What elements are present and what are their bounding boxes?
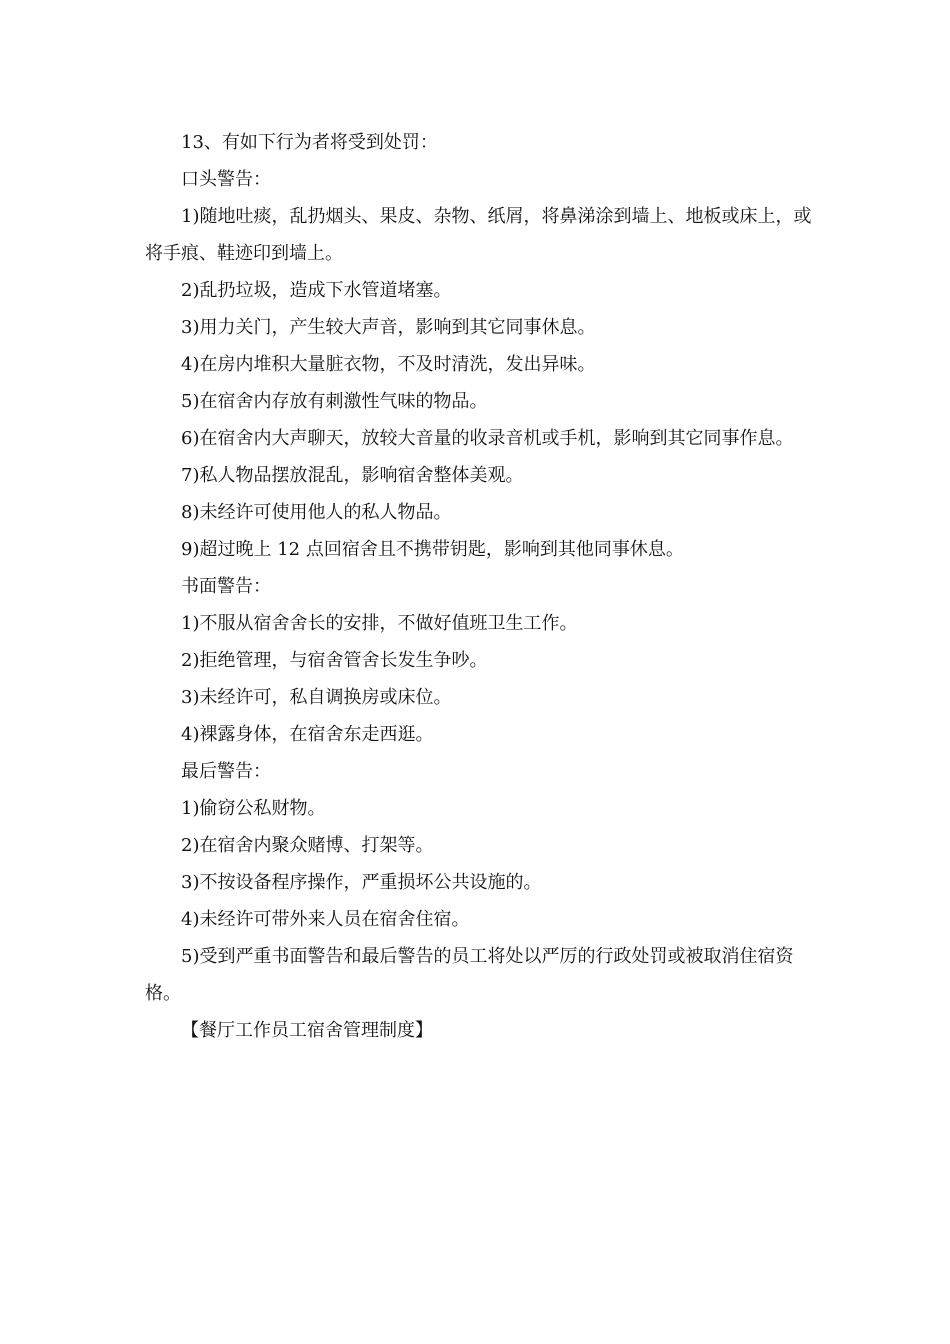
verbal-warning-item-6: 6)在宿舍内大声聊天，放较大音量的收录音机或手机，影响到其它同事作息。 — [181, 428, 794, 449]
final-warning-item-5: 5)受到严重书面警告和最后警告的员工将处以严厉的行政处罚或被取消住宿资格。 — [145, 946, 794, 1004]
final-warning-item-4: 4)未经许可带外来人员在宿舍住宿。 — [181, 909, 470, 930]
verbal-warning-item-2: 2)乱扔垃圾，造成下水管道堵塞。 — [181, 280, 452, 301]
document-body — [145, 124, 813, 1049]
next-section-title: 【餐厅工作员工宿舍管理制度】 — [181, 1020, 433, 1041]
section-heading-penalties: 13、有如下行为者将受到处罚： — [181, 132, 438, 153]
verbal-warning-item-5: 5)在宿舍内存放有刺激性气味的物品。 — [181, 391, 488, 412]
verbal-warning-item-7: 7)私人物品摆放混乱，影响宿舍整体美观。 — [181, 465, 524, 486]
subheading-final-warning: 最后警告： — [181, 761, 271, 782]
written-warning-item-2: 2)拒绝管理，与宿舍管舍长发生争吵。 — [181, 650, 488, 671]
final-warning-item-3: 3)不按设备程序操作，严重损坏公共设施的。 — [181, 872, 542, 893]
subheading-written-warning: 书面警告： — [181, 576, 271, 597]
verbal-warning-item-8: 8)未经许可使用他人的私人物品。 — [181, 502, 452, 523]
verbal-warning-item-9: 9)超过晚上 12 点回宿舍且不携带钥匙，影响到其他同事休息。 — [181, 539, 684, 560]
final-warning-item-2: 2)在宿舍内聚众赌博、打架等。 — [181, 835, 434, 856]
written-warning-item-1: 1)不服从宿舍舍长的安排，不做好值班卫生工作。 — [181, 613, 578, 634]
verbal-warning-item-4: 4)在房内堆积大量脏衣物，不及时清洗，发出异味。 — [181, 354, 596, 375]
written-warning-item-4: 4)裸露身体，在宿舍东走西逛。 — [181, 724, 434, 745]
final-warning-item-1: 1)偷窃公私财物。 — [181, 798, 326, 819]
verbal-warning-item-3: 3)用力关门，产生较大声音，影响到其它同事休息。 — [181, 317, 596, 338]
subheading-verbal-warning: 口头警告： — [181, 169, 271, 190]
written-warning-item-3: 3)未经许可，私自调换房或床位。 — [181, 687, 452, 708]
verbal-warning-item-1: 1)随地吐痰，乱扔烟头、果皮、杂物、纸屑，将鼻涕涂到墙上、地板或床上，或将手痕、鞋迹印到墙上。 — [145, 206, 812, 264]
